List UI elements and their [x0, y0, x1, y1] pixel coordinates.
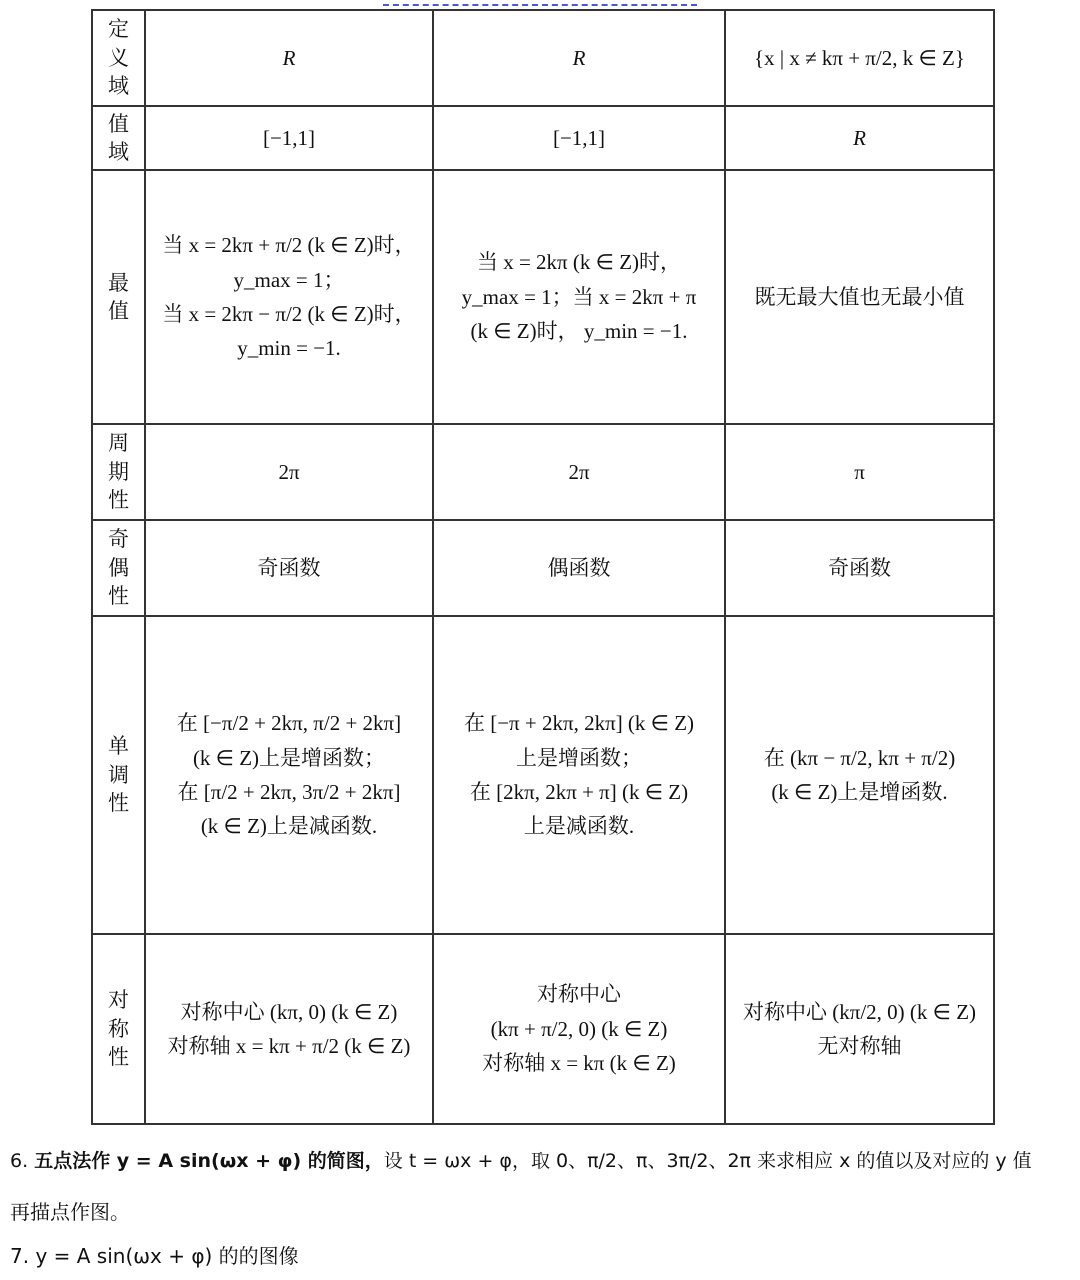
tan-no-symmetry-axis: 无对称轴 — [817, 1034, 902, 1058]
table-row-domain — [92, 10, 994, 106]
cos-increasing-interval: 在 [−π + 2kπ, 2kπ] (k ∈ Z) — [463, 711, 695, 736]
cell-tan-period: π — [725, 424, 994, 520]
item-6-bold-title: 五点法作 y = A sin(ωx + φ) 的简图， — [34, 1150, 384, 1172]
table-row-parity — [92, 520, 994, 616]
row-header-extrema: 最值 — [92, 170, 145, 424]
cos-max-and-min-condition: y_max = 1；当 x = 2kπ + π — [461, 284, 697, 309]
cell-sin-domain: R — [145, 10, 433, 106]
cell-tan-parity: 奇函数 — [725, 520, 994, 616]
cell-cos-range: [−1,1] — [433, 106, 725, 170]
item-6-line-1 — [10, 1146, 1032, 1173]
cos-symmetry-center: (kπ + π/2, 0) (k ∈ Z) — [490, 1016, 668, 1041]
row-header-parity: 奇偶性 — [92, 520, 145, 616]
sin-decreasing-label: (k ∈ Z)上是减函数. — [200, 814, 378, 839]
cos-symmetry-center-label: 对称中心 — [537, 982, 621, 1007]
cell-tan-range: R — [725, 106, 994, 170]
tan-symmetry-center: 对称中心 (kπ/2, 0) (k ∈ Z) — [742, 999, 977, 1024]
sin-symmetry-center: 对称中心 (kπ, 0) (k ∈ Z) — [180, 999, 398, 1024]
cos-max-condition: 当 x = 2kπ (k ∈ Z)时， — [476, 250, 682, 275]
sin-increasing-interval: 在 [−π/2 + 2kπ, π/2 + 2kπ] — [176, 711, 402, 736]
item-6-number: 6. — [10, 1150, 29, 1172]
cell-cos-period: 2π — [433, 424, 725, 520]
item-7-line — [10, 1240, 299, 1269]
item-7-text: y = A sin(ωx + φ) 的的图像 — [35, 1244, 299, 1268]
sin-min-value: y_min = −1. — [237, 336, 341, 361]
row-header-period: 周期性 — [92, 424, 145, 520]
table-row-symmetry — [92, 934, 994, 1124]
cell-sin-extrema — [145, 170, 433, 424]
cell-tan-symmetry — [725, 934, 994, 1124]
cell-cos-monotonicity — [433, 616, 725, 934]
tan-no-extrema: 既无最大值也无最小值 — [754, 284, 965, 309]
item-6-text: 设 t = ωx + φ，取 0、π/2、π、3π/2、2π 来求相应 x 的值以及对应的 y 值 — [383, 1150, 1032, 1172]
table-row-monotonicity — [92, 616, 994, 934]
row-header-symmetry: 对称性 — [92, 934, 145, 1124]
item-7-number: 7. — [10, 1244, 30, 1268]
cell-cos-extrema — [433, 170, 725, 424]
cell-sin-symmetry — [145, 934, 433, 1124]
cos-decreasing-label: 上是减函数. — [523, 814, 635, 839]
cell-tan-extrema — [725, 170, 994, 424]
trig-properties-table — [91, 9, 995, 1125]
cell-sin-range: [−1,1] — [145, 106, 433, 170]
sin-symmetry-axis: 对称轴 x = kπ + π/2 (k ∈ Z) — [167, 1034, 411, 1058]
top-dashed-divider — [383, 4, 697, 6]
sin-max-condition: 当 x = 2kπ + π/2 (k ∈ Z)时， — [162, 233, 416, 258]
sin-min-condition: 当 x = 2kπ − π/2 (k ∈ Z)时， — [162, 302, 416, 326]
cell-cos-parity: 偶函数 — [433, 520, 725, 616]
tan-increasing-label: (k ∈ Z)上是增函数. — [771, 780, 948, 804]
cell-cos-symmetry — [433, 934, 725, 1124]
row-header-domain: 定义域 — [92, 10, 145, 106]
row-header-monotonicity: 单调性 — [92, 616, 145, 934]
table-row-period — [92, 424, 994, 520]
cell-tan-domain: {x | x ≠ kπ + π/2, k ∈ Z} — [725, 10, 994, 106]
cell-sin-parity: 奇函数 — [145, 520, 433, 616]
row-header-range: 值域 — [92, 106, 145, 170]
cell-sin-period: 2π — [145, 424, 433, 520]
sin-decreasing-interval: 在 [π/2 + 2kπ, 3π/2 + 2kπ] — [177, 780, 401, 804]
table-row-extrema — [92, 170, 994, 424]
item-6-line-2: 再描点作图。 — [10, 1200, 130, 1224]
cos-symmetry-axis: 对称轴 x = kπ (k ∈ Z) — [482, 1051, 676, 1076]
sin-max-value: y_max = 1； — [233, 267, 345, 292]
cos-decreasing-interval: 在 [2kπ, 2kπ + π] (k ∈ Z) — [469, 780, 689, 804]
cos-min-value: (k ∈ Z)时， y_min = −1. — [470, 319, 688, 344]
cell-tan-monotonicity — [725, 616, 994, 934]
cos-increasing-label: 上是增函数； — [516, 745, 642, 770]
table-row-range — [92, 106, 994, 170]
tan-increasing-interval: 在 (kπ − π/2, kπ + π/2) — [763, 745, 956, 770]
sin-increasing-label: (k ∈ Z)上是增函数； — [192, 745, 386, 770]
cell-cos-domain: R — [433, 10, 725, 106]
cell-sin-monotonicity — [145, 616, 433, 934]
